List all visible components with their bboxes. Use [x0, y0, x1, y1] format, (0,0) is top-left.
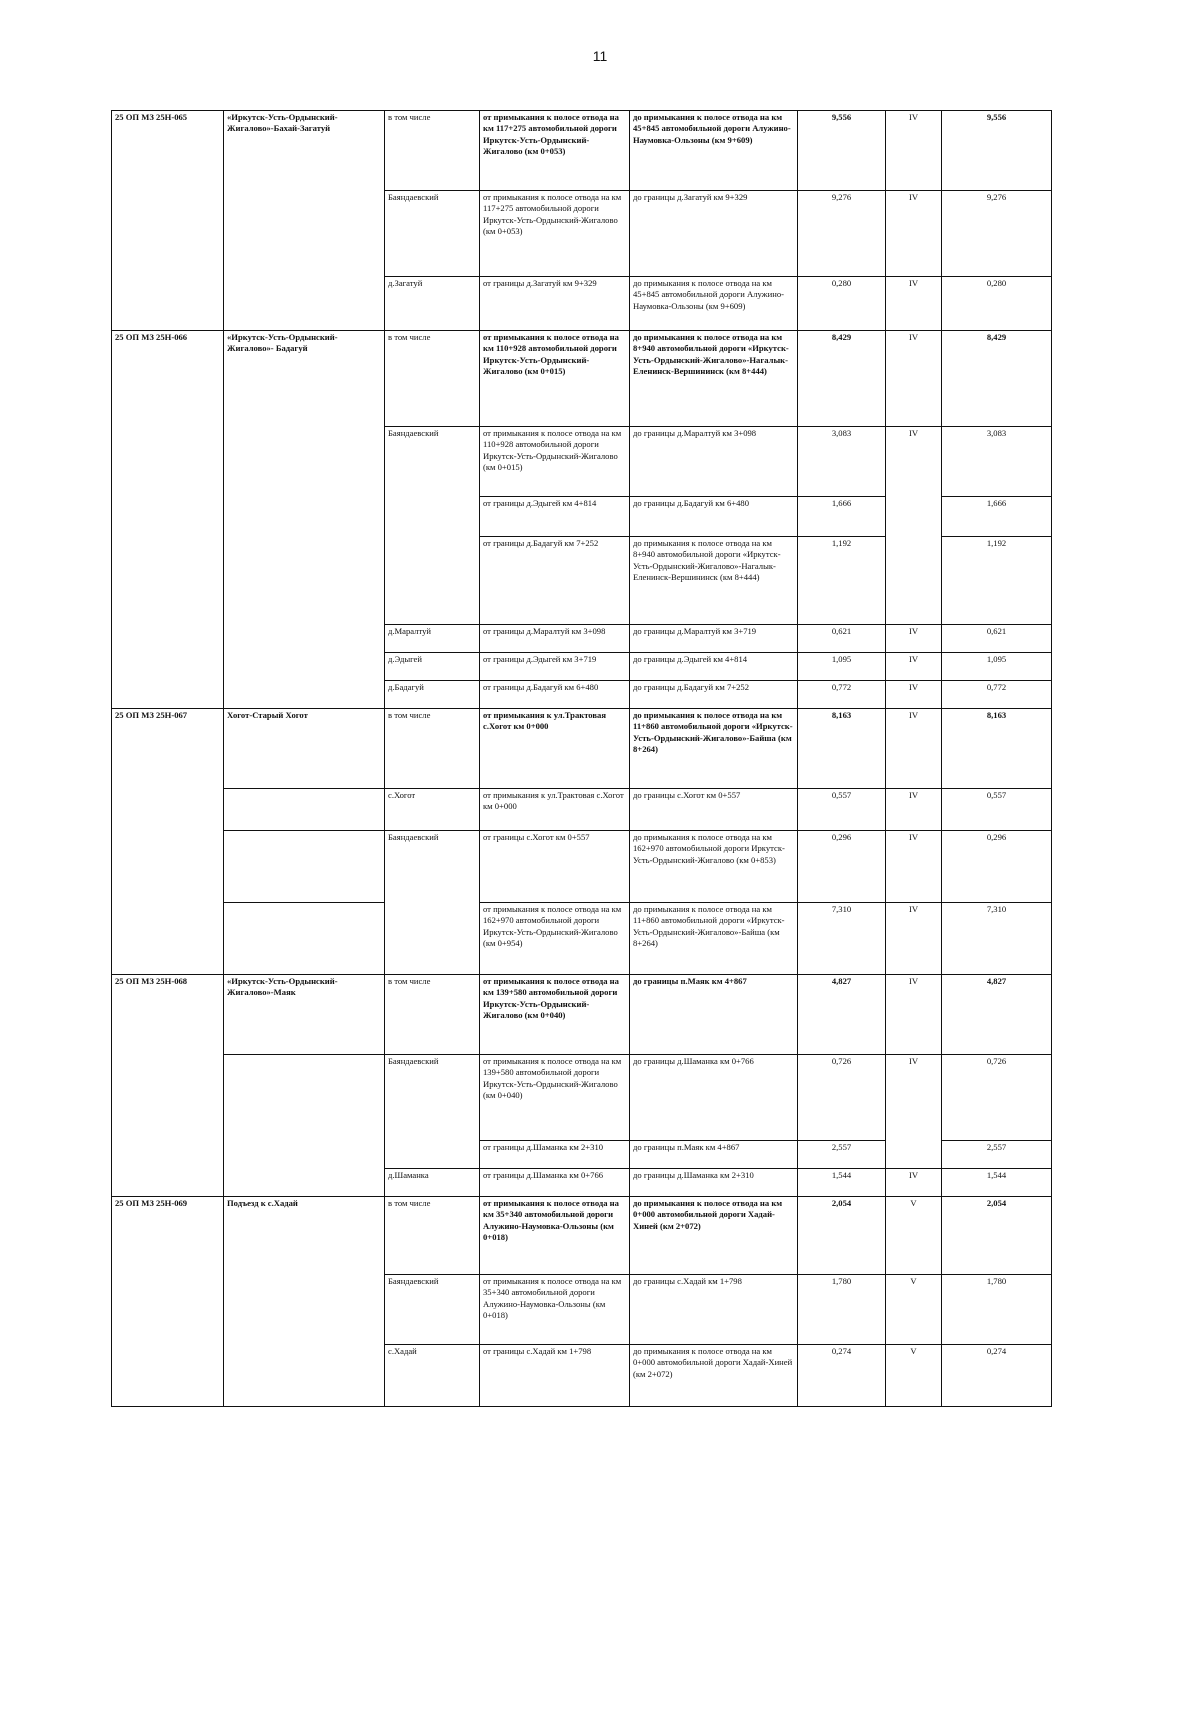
segment-from: от границы д.Бадагуй км 7+252 — [480, 537, 630, 625]
road-category: IV — [886, 831, 942, 903]
road-name: Хогот-Старый Хогот — [224, 709, 385, 789]
segment-from: от границы д.Эдыгей км 4+814 — [480, 497, 630, 537]
segment-to: до примыкания к полосе отвода на км 45+845 автомобильной дороги Алужино-Наумовка-Ользоны (км 9+609) — [630, 111, 798, 191]
segment-to: до примыкания к полосе отвода на км 45+845 автомобильной дороги Алужино-Наумовка-Ользоны (км 9+609) — [630, 277, 798, 331]
segment-label: д.Бадагуй — [385, 681, 480, 709]
segment-to: до примыкания к полосе отвода на км 11+860 автомобильной дороги «Иркутск-Усть-Ордынский-Жигалово»-Байша (км 8+264) — [630, 903, 798, 975]
road-category: IV — [886, 653, 942, 681]
segment-to: до границы д.Шаманка км 0+766 — [630, 1055, 798, 1141]
segment-label: Баяндаевский — [385, 1275, 480, 1345]
length-total-km: 8,163 — [942, 709, 1052, 789]
road-name-blank — [224, 831, 385, 903]
road-code: 25 ОП МЗ 25Н-066 — [112, 331, 224, 709]
segment-to: до примыкания к полосе отвода на км 8+940 автомобильной дороги «Иркутск-Усть-Ордынский-Жигалово»-Нагалык-Еленинск-Вершининск (км 8+444) — [630, 537, 798, 625]
segment-label: д.Эдыгей — [385, 653, 480, 681]
road-name: «Иркутск-Усть-Ордынский-Жигалово»- Бадагуй — [224, 331, 385, 709]
segment-label: д.Загатуй — [385, 277, 480, 331]
length-km: 0,772 — [798, 681, 886, 709]
road-category: V — [886, 1345, 942, 1407]
length-total-km: 0,280 — [942, 277, 1052, 331]
length-km: 0,557 — [798, 789, 886, 831]
road-category: IV — [886, 427, 942, 625]
length-total-km: 0,296 — [942, 831, 1052, 903]
table-row — [112, 1055, 1052, 1141]
table-row — [112, 903, 1052, 975]
length-km: 8,429 — [798, 331, 886, 427]
road-code: 25 ОП МЗ 25Н-069 — [112, 1197, 224, 1407]
road-name-blank — [224, 789, 385, 831]
segment-label: Баяндаевский — [385, 831, 480, 975]
segment-from: от границы с.Хадай км 1+798 — [480, 1345, 630, 1407]
segment-from: от примыкания к полосе отвода на км 110+928 автомобильной дороги Иркутск-Усть-Ордынский-Жигалово (км 0+015) — [480, 331, 630, 427]
segment-to: до примыкания к полосе отвода на км 162+970 автомобильной дороги Иркутск-Усть-Ордынский-Жигалово (км 0+853) — [630, 831, 798, 903]
segment-to: до границы д.Шаманка км 2+310 — [630, 1169, 798, 1197]
segment-to: до границы п.Маяк км 4+867 — [630, 1141, 798, 1169]
length-km: 4,827 — [798, 975, 886, 1055]
segment-to: до границы д.Эдыгей км 4+814 — [630, 653, 798, 681]
length-total-km: 0,274 — [942, 1345, 1052, 1407]
length-km: 1,780 — [798, 1275, 886, 1345]
length-total-km: 0,557 — [942, 789, 1052, 831]
segment-from: от примыкания к полосе отвода на км 35+340 автомобильной дороги Алужино-Наумовка-Ользоны (км 0+018) — [480, 1275, 630, 1345]
segment-from: от границы д.Бадагуй км 6+480 — [480, 681, 630, 709]
length-km: 9,556 — [798, 111, 886, 191]
road-name: «Иркутск-Усть-Ордынский-Жигалово»-Маяк — [224, 975, 385, 1055]
segment-from: от границы д.Эдыгей км 3+719 — [480, 653, 630, 681]
table-row — [112, 975, 1052, 1055]
road-category: IV — [886, 625, 942, 653]
segment-from: от примыкания к полосе отвода на км 117+275 автомобильной дороги Иркутск-Усть-Ордынский-Жигалово (км 0+053) — [480, 191, 630, 277]
segment-to: до границы д.Маралтуй км 3+719 — [630, 625, 798, 653]
road-category: IV — [886, 903, 942, 975]
table-row — [112, 789, 1052, 831]
segment-label: в том числе — [385, 111, 480, 191]
length-km: 1,666 — [798, 497, 886, 537]
length-total-km: 1,192 — [942, 537, 1052, 625]
length-km: 1,095 — [798, 653, 886, 681]
length-total-km: 1,780 — [942, 1275, 1052, 1345]
length-total-km: 9,556 — [942, 111, 1052, 191]
length-total-km: 1,666 — [942, 497, 1052, 537]
road-category: IV — [886, 709, 942, 789]
road-name-blank — [224, 903, 385, 975]
segment-to: до примыкания к полосе отвода на км 0+000 автомобильной дороги Хадай-Хиней (км 2+072) — [630, 1197, 798, 1275]
road-category: IV — [886, 331, 942, 427]
segment-from: от примыкания к полосе отвода на км 162+970 автомобильной дороги Иркутск-Усть-Ордынский-Жигалово (км 0+954) — [480, 903, 630, 975]
length-total-km: 0,726 — [942, 1055, 1052, 1141]
segment-to: до границы д.Загатуй км 9+329 — [630, 191, 798, 277]
segment-from: от примыкания к ул.Трактовая с.Хогот км 0+000 — [480, 789, 630, 831]
road-category: IV — [886, 1055, 942, 1169]
road-name: «Иркутск-Усть-Ордынский-Жигалово»-Бахай-Загатуй — [224, 111, 385, 331]
length-km: 2,557 — [798, 1141, 886, 1169]
segment-label: в том числе — [385, 331, 480, 427]
road-registry-table — [111, 110, 1052, 1407]
length-km: 0,726 — [798, 1055, 886, 1141]
length-total-km: 9,276 — [942, 191, 1052, 277]
length-km: 3,083 — [798, 427, 886, 497]
road-category: IV — [886, 277, 942, 331]
segment-label: с.Хогот — [385, 789, 480, 831]
road-name: Подъезд к с.Хадай — [224, 1197, 385, 1407]
segment-label: Баяндаевский — [385, 191, 480, 277]
road-category: IV — [886, 1169, 942, 1197]
segment-to: до границы п.Маяк км 4+867 — [630, 975, 798, 1055]
length-km: 8,163 — [798, 709, 886, 789]
segment-label: в том числе — [385, 975, 480, 1055]
segment-to: до границы д.Маралтуй км 3+098 — [630, 427, 798, 497]
segment-from: от примыкания к ул.Трактовая с.Хогот км 0+000 — [480, 709, 630, 789]
segment-label: Баяндаевский — [385, 1055, 480, 1169]
length-total-km: 3,083 — [942, 427, 1052, 497]
length-km: 0,280 — [798, 277, 886, 331]
road-name-blank — [224, 1055, 385, 1197]
segment-to: до границы с.Хогот км 0+557 — [630, 789, 798, 831]
segment-label: в том числе — [385, 709, 480, 789]
segment-from: от примыкания к полосе отвода на км 139+580 автомобильной дороги Иркутск-Усть-Ордынский-Жигалово (км 0+040) — [480, 1055, 630, 1141]
length-total-km: 7,310 — [942, 903, 1052, 975]
road-code: 25 ОП МЗ 25Н-068 — [112, 975, 224, 1197]
length-total-km: 2,054 — [942, 1197, 1052, 1275]
length-total-km: 4,827 — [942, 975, 1052, 1055]
road-code: 25 ОП МЗ 25Н-065 — [112, 111, 224, 331]
segment-label: Баяндаевский — [385, 427, 480, 625]
table-row — [112, 111, 1052, 191]
length-km: 0,274 — [798, 1345, 886, 1407]
table-row — [112, 1197, 1052, 1275]
length-km: 9,276 — [798, 191, 886, 277]
road-category: IV — [886, 111, 942, 191]
segment-from: от примыкания к полосе отвода на км 110+928 автомобильной дороги Иркутск-Усть-Ордынский-Жигалово (км 0+015) — [480, 427, 630, 497]
segment-from: от границы д.Шаманка км 2+310 — [480, 1141, 630, 1169]
length-km: 0,296 — [798, 831, 886, 903]
road-code: 25 ОП МЗ 25Н-067 — [112, 709, 224, 975]
road-category: IV — [886, 191, 942, 277]
segment-from: от границы д.Маралтуй км 3+098 — [480, 625, 630, 653]
segment-from: от границы д.Шаманка км 0+766 — [480, 1169, 630, 1197]
table-row — [112, 831, 1052, 903]
segment-to: до примыкания к полосе отвода на км 0+000 автомобильной дороги Хадай-Хиней (км 2+072) — [630, 1345, 798, 1407]
length-total-km: 1,095 — [942, 653, 1052, 681]
length-total-km: 8,429 — [942, 331, 1052, 427]
road-category: V — [886, 1197, 942, 1275]
length-km: 2,054 — [798, 1197, 886, 1275]
segment-label: д.Шаманка — [385, 1169, 480, 1197]
length-total-km: 0,621 — [942, 625, 1052, 653]
length-km: 7,310 — [798, 903, 886, 975]
segment-from: от примыкания к полосе отвода на км 35+340 автомобильной дороги Алужино-Наумовка-Ользоны (км 0+018) — [480, 1197, 630, 1275]
length-total-km: 0,772 — [942, 681, 1052, 709]
segment-to: до примыкания к полосе отвода на км 11+860 автомобильной дороги «Иркутск-Усть-Ордынский-Жигалово»-Байша (км 8+264) — [630, 709, 798, 789]
page-number: 11 — [592, 48, 608, 64]
segment-from: от примыкания к полосе отвода на км 139+580 автомобильной дороги Иркутск-Усть-Ордынский-Жигалово (км 0+040) — [480, 975, 630, 1055]
segment-to: до примыкания к полосе отвода на км 8+940 автомобильной дороги «Иркутск-Усть-Ордынский-Жигалово»-Нагалык-Еленинск-Вершининск (км 8+444) — [630, 331, 798, 427]
segment-label: д.Маралтуй — [385, 625, 480, 653]
segment-from: от границы д.Загатуй км 9+329 — [480, 277, 630, 331]
length-km: 1,192 — [798, 537, 886, 625]
length-km: 0,621 — [798, 625, 886, 653]
length-total-km: 1,544 — [942, 1169, 1052, 1197]
segment-to: до границы д.Бадагуй км 7+252 — [630, 681, 798, 709]
segment-to: до границы с.Хадай км 1+798 — [630, 1275, 798, 1345]
road-category: IV — [886, 681, 942, 709]
length-km: 1,544 — [798, 1169, 886, 1197]
road-category: V — [886, 1275, 942, 1345]
segment-to: до границы д.Бадагуй км 6+480 — [630, 497, 798, 537]
table-row — [112, 709, 1052, 789]
segment-label: с.Хадай — [385, 1345, 480, 1407]
segment-from: от границы с.Хогот км 0+557 — [480, 831, 630, 903]
segment-label: в том числе — [385, 1197, 480, 1275]
table-row — [112, 331, 1052, 427]
road-category: IV — [886, 789, 942, 831]
segment-from: от примыкания к полосе отвода на км 117+275 автомобильной дороги Иркутск-Усть-Ордынский-Жигалово (км 0+053) — [480, 111, 630, 191]
road-category: IV — [886, 975, 942, 1055]
length-total-km: 2,557 — [942, 1141, 1052, 1169]
